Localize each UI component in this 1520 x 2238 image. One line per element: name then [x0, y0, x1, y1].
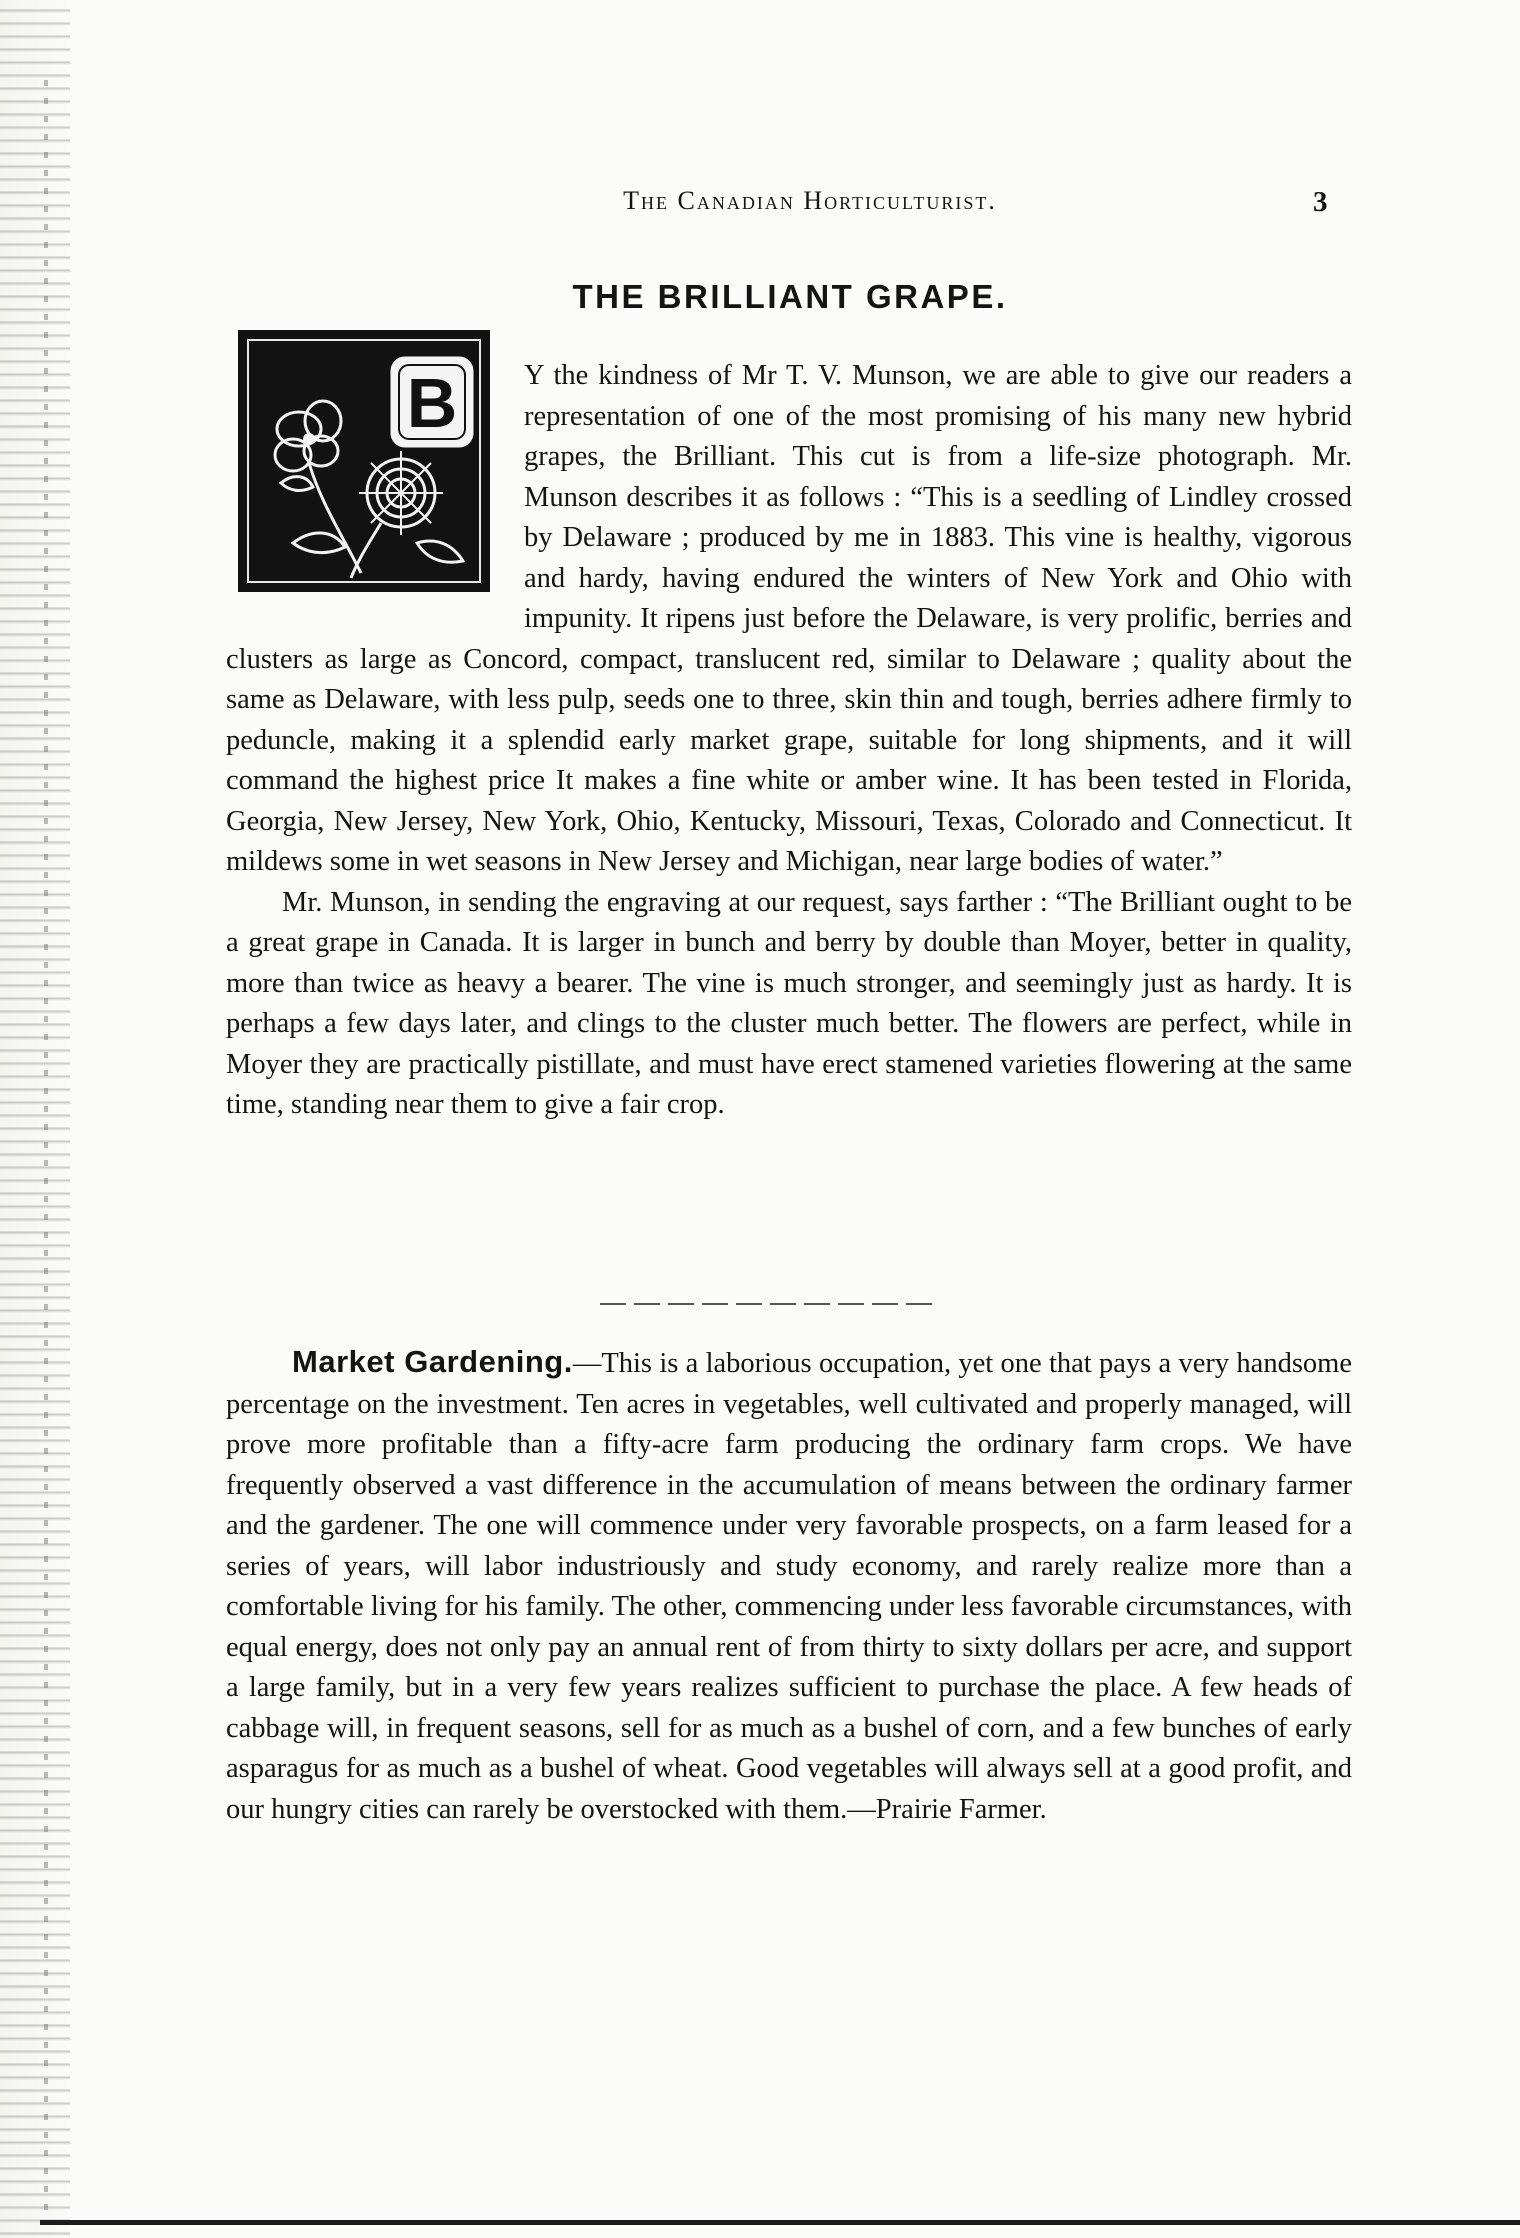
article-paragraph-2-block: [226, 883, 1352, 1126]
page-number: 3: [1313, 186, 1328, 218]
section-divider: [600, 1303, 940, 1305]
binding-stitching: [44, 80, 48, 2220]
article-title: THE BRILLIANT GRAPE.: [572, 278, 1008, 315]
article-text: [226, 356, 1352, 1126]
note-paragraph: [226, 1342, 1352, 1830]
article-paragraph-1: Y the kindness of Mr T. V. Munson, we are able to give our readers a representation of one of the most promising of his many new hybrid grapes, the Brilliant. This cut is from a life-size photograph. Mr. Munson describes it as follows : “This is a seedling of Lindley crossed by Delaware ; produced by me in 1883. This vine is healthy, vigorous and hardy, having endured the winters of New York and Ohio with impunity. It ripens just before the Delaware, is very prolific, berries and clusters as large as Concord, compact, translucent red, similar to Delaware ; quality about the same as Delaware, with less pulp, seeds one to three, skin thin and tough, berries adhere firmly to peduncle, making it a splendid early market grape, suitable for long shipments, and it will command the highest price It makes a fine white or amber wine. It has been tested in Florida, Georgia, New Jersey, New York, Ohio, Kentucky, Missouri, Texas, Colorado and Connecticut. It mildews some in wet seasons in New Jersey and Michigan, near large bodies of water.”: [226, 360, 1352, 877]
drop-cap-wrap-space: [226, 356, 524, 632]
page-binding-edge: [0, 0, 70, 2238]
note-body: —This is a laborious occupation, yet one that pays a very handsome percentage on the investment. Ten acres in vegetables, well cultivated and properly managed, will prove more profitable than a fifty-acre farm producing the ordinary farm crops. We have frequently observed a vast difference in the accumulation of means between the ordinary farmer and the gardener. The one will commence under very favorable prospects, on a farm leased for a series of years, will labor industriously and study economy, and rarely realize more than a comfortable living for his family. The other, commencing under less favorable circumstances, with equal energy, does not only pay an annual rent of from thirty to sixty dollars per acre, and support a large family, but in a very few years realizes sufficient to purchase the place. A few heads of cabbage will, in frequent seasons, sell for as much as a bushel of corn, and a few bunches of early asparagus for as much as a bushel of wheat. Good vegetables will always sell at a good profit, and our hungry cities can rarely be overstocked with them.—Prairie Farmer.: [226, 1348, 1352, 1825]
article-paragraph-2: Mr. Munson, in sending the engraving at our request, says farther : “The Brilliant ought to be a great grape in Canada. It is larger in bunch and berry by double than Moyer, better in quality, more than twice as heavy a bearer. The vine is much stronger, and seemingly just as hardy. It is perhaps a few days later, and clings to the cluster much better. The flowers are perfect, while in Moyer they are practically pistillate, and must have erect stamened varieties flowering at the same time, standing near them to give a fair crop.: [226, 886, 1352, 1120]
market-gardening-note: [226, 1342, 1352, 1830]
drop-cap-letter: B: [406, 364, 458, 442]
running-title: The Canadian Horticulturist.: [623, 186, 997, 215]
note-run-in-title: Market Gardening.: [292, 1344, 573, 1379]
page-bottom-edge: [40, 2220, 1520, 2225]
